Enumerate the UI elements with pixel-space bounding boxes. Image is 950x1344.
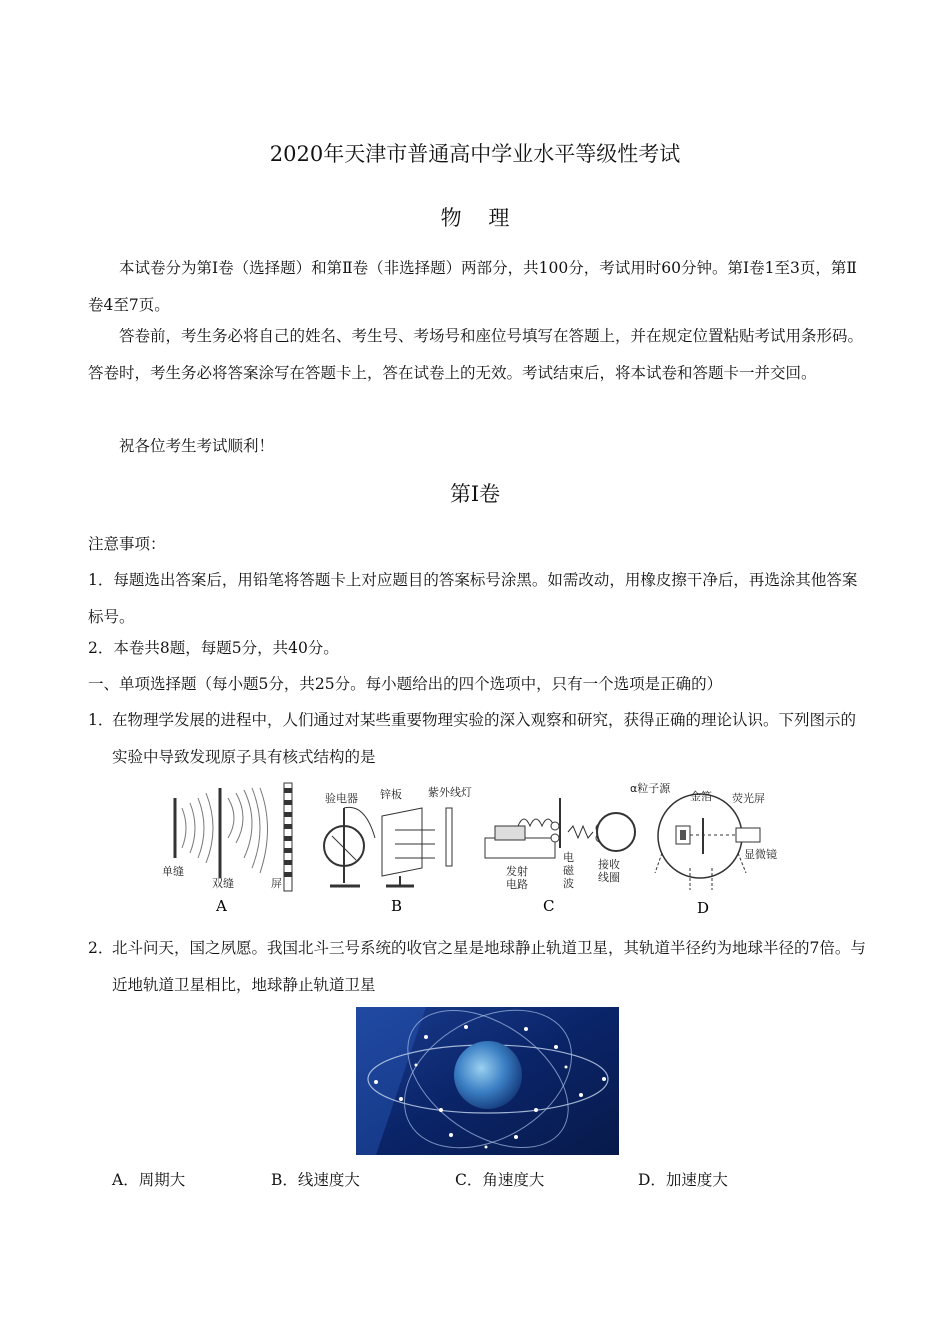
fig-c-recv-label-2: 线圈 xyxy=(598,871,620,884)
figure-b-photoelectric xyxy=(324,785,472,915)
fig-c-emit-label-1: 发射 xyxy=(506,865,528,878)
figure-a-double-slit xyxy=(162,783,292,915)
fig-c-label: C xyxy=(543,897,555,915)
subject-text: 物 理 xyxy=(440,206,510,230)
fig-d-screen-label: 荧光屏 xyxy=(732,792,765,805)
satellite-image xyxy=(356,1007,619,1155)
question-1-text: 在物理学发展的进程中，人们通过对某些重要物理实验的深入观察和研究，获得正确的理论认识。下列图示的实验中导致发现原子具有核式结构的是 xyxy=(112,711,857,766)
note-2: 2．本卷共8题，每题5分，共40分。 xyxy=(88,639,339,657)
part-heading: 一、单项选择题（每小题5分，共25分。每小题给出的四个选项中，只有一个选项是正确的） xyxy=(88,675,723,693)
fig-d-foil-label: 金箔 xyxy=(690,790,712,803)
fig-a-double-slit-label: 双缝 xyxy=(212,877,234,890)
question-1-number: 1． xyxy=(88,711,114,729)
fig-b-zinc-label: 锌板 xyxy=(380,788,402,801)
fig-d-source-label: α粒子源 xyxy=(630,782,671,795)
question-2-number: 2． xyxy=(88,939,114,957)
question-1 xyxy=(88,702,870,776)
fig-c-wave-label-3: 波 xyxy=(563,877,574,890)
section-title: 第Ⅰ卷 xyxy=(449,482,501,506)
q2-option-d: D．加速度大 xyxy=(638,1171,728,1189)
intro-paragraph-2: 答卷前，考生务必将自己的姓名、考生号、考场号和座位号填写在答题上，并在规定位置粘贴考试用条形码。答卷时，考生务必将答案涂写在答题卡上，答在试卷上的无效。考试结束后，将本试卷和答题卡一并交回。 xyxy=(88,327,864,382)
q2-option-c: C．角速度大 xyxy=(455,1171,545,1189)
fig-a-label: A xyxy=(216,897,227,915)
figure-c-em-wave xyxy=(485,798,635,915)
question-2-text: 北斗问天，国之夙愿。我国北斗三号系统的收官之星是地球静止轨道卫星，其轨道半径约为地球半径的7倍。与近地轨道卫星相比，地球静止轨道卫星 xyxy=(112,939,866,994)
question-2 xyxy=(88,930,870,1004)
fig-c-wave-label-2: 磁 xyxy=(563,864,574,877)
intro-paragraph-3: 祝各位考生考试顺利！ xyxy=(119,437,275,455)
fig-d-microscope-label: 显微镜 xyxy=(744,848,777,861)
fig-c-emit-label-2: 电路 xyxy=(506,878,528,891)
fig-b-uv-label: 紫外线灯 xyxy=(428,786,472,799)
note-1: 1．每题选出答案后，用铅笔将答题卡上对应题目的答案标号涂黑。如需改动，用橡皮擦干净后，再选涂其他答案标号。 xyxy=(88,571,858,626)
intro-paragraph-1: 本试卷分为第Ⅰ卷（选择题）和第Ⅱ卷（非选择题）两部分，共100分，考试用时60分钟。第Ⅰ卷1至3页，第Ⅱ卷4至7页。 xyxy=(88,259,857,314)
fig-b-electroscope-label: 验电器 xyxy=(325,792,358,805)
exam-title: 2020年天津市普通高中学业水平等级性考试 xyxy=(269,142,681,166)
fig-d-label: D xyxy=(697,899,710,917)
fig-c-recv-label-1: 接收 xyxy=(598,858,620,871)
fig-a-screen-label: 屏 xyxy=(271,877,282,890)
figure-d-alpha-scattering xyxy=(630,781,777,917)
subject-title xyxy=(0,202,950,232)
q2-option-b: B．线速度大 xyxy=(271,1171,360,1189)
fig-c-wave-label-1: 电 xyxy=(563,851,574,864)
question-1-figures xyxy=(150,778,810,923)
fig-b-label: B xyxy=(391,897,403,915)
q2-option-a: A．周期大 xyxy=(112,1171,186,1189)
notes-heading: 注意事项： xyxy=(88,535,166,553)
fig-a-single-slit-label: 单缝 xyxy=(162,865,184,878)
